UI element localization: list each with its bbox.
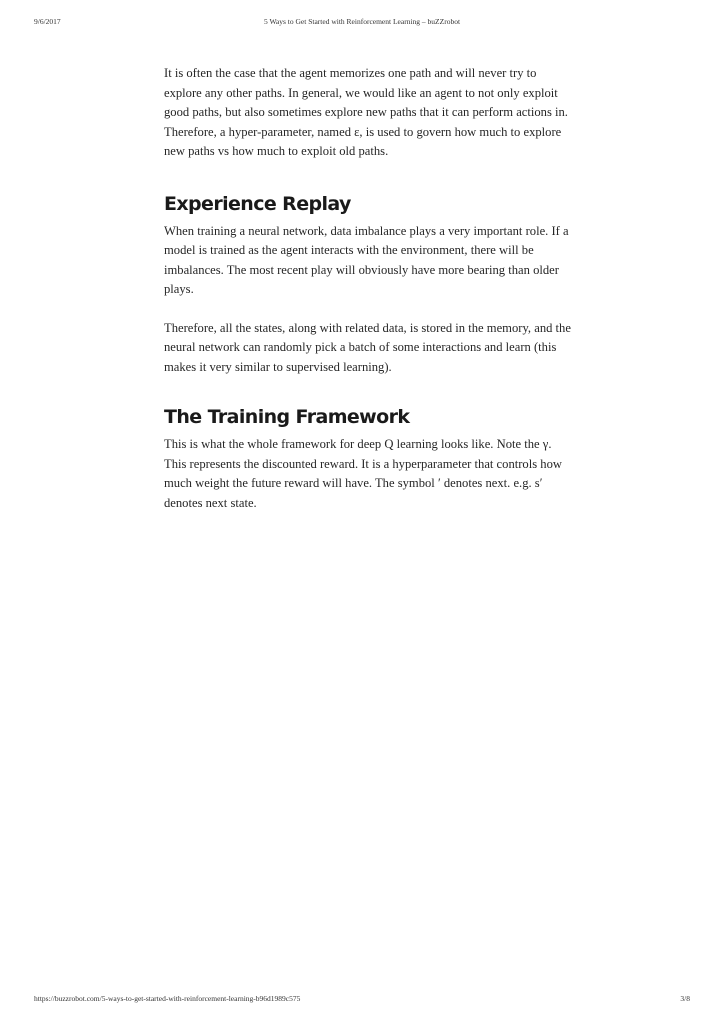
section-heading: Experience Replay <box>164 192 351 215</box>
print-date: 9/6/2017 <box>34 17 61 26</box>
print-url[interactable]: https://buzzrobot.com/5-ways-to-get-started-with-reinforcement-learning-b96d1989c575 <box>34 994 301 1003</box>
print-page-title: 5 Ways to Get Started with Reinforcement Learning – buZZrobot <box>263 17 461 26</box>
section-paragraph: This is what the whole framework for deep Q learning looks like. Note the γ. This represents the discounted reward. It is a hyperparameter that controls how much weight the future reward will have. The symbol ′ denotes next. e.g. s′ denotes next state. <box>164 437 562 510</box>
section-paragraph: When training a neural network, data imbalance plays a very important role. If a model is trained as the agent interacts with the environment, there will be imbalances. The most recent play will obviously have more bearing than older plays. <box>164 223 569 296</box>
section-paragraph: Therefore, all the states, along with related data, is stored in the memory, and the neural network can randomly pick a batch of some interactions and learn (this makes it very similar to supervised learning). <box>164 320 571 374</box>
print-page-number: 3/8 <box>680 994 690 1003</box>
section-heading: The Training Framework <box>164 406 410 428</box>
section-training-framework <box>164 405 574 513</box>
article-body <box>164 64 574 513</box>
intro-paragraph: It is often the case that the agent memorizes one path and will never try to explore any other paths. In general, we would like an agent to not only exploit good paths, but also sometimes explore new paths that it can perform actions in. Therefore, a hyper-parameter, named ε, is used to govern how much to explore new paths vs how much to exploit old paths. <box>164 66 568 158</box>
section-experience-replay <box>164 192 574 378</box>
